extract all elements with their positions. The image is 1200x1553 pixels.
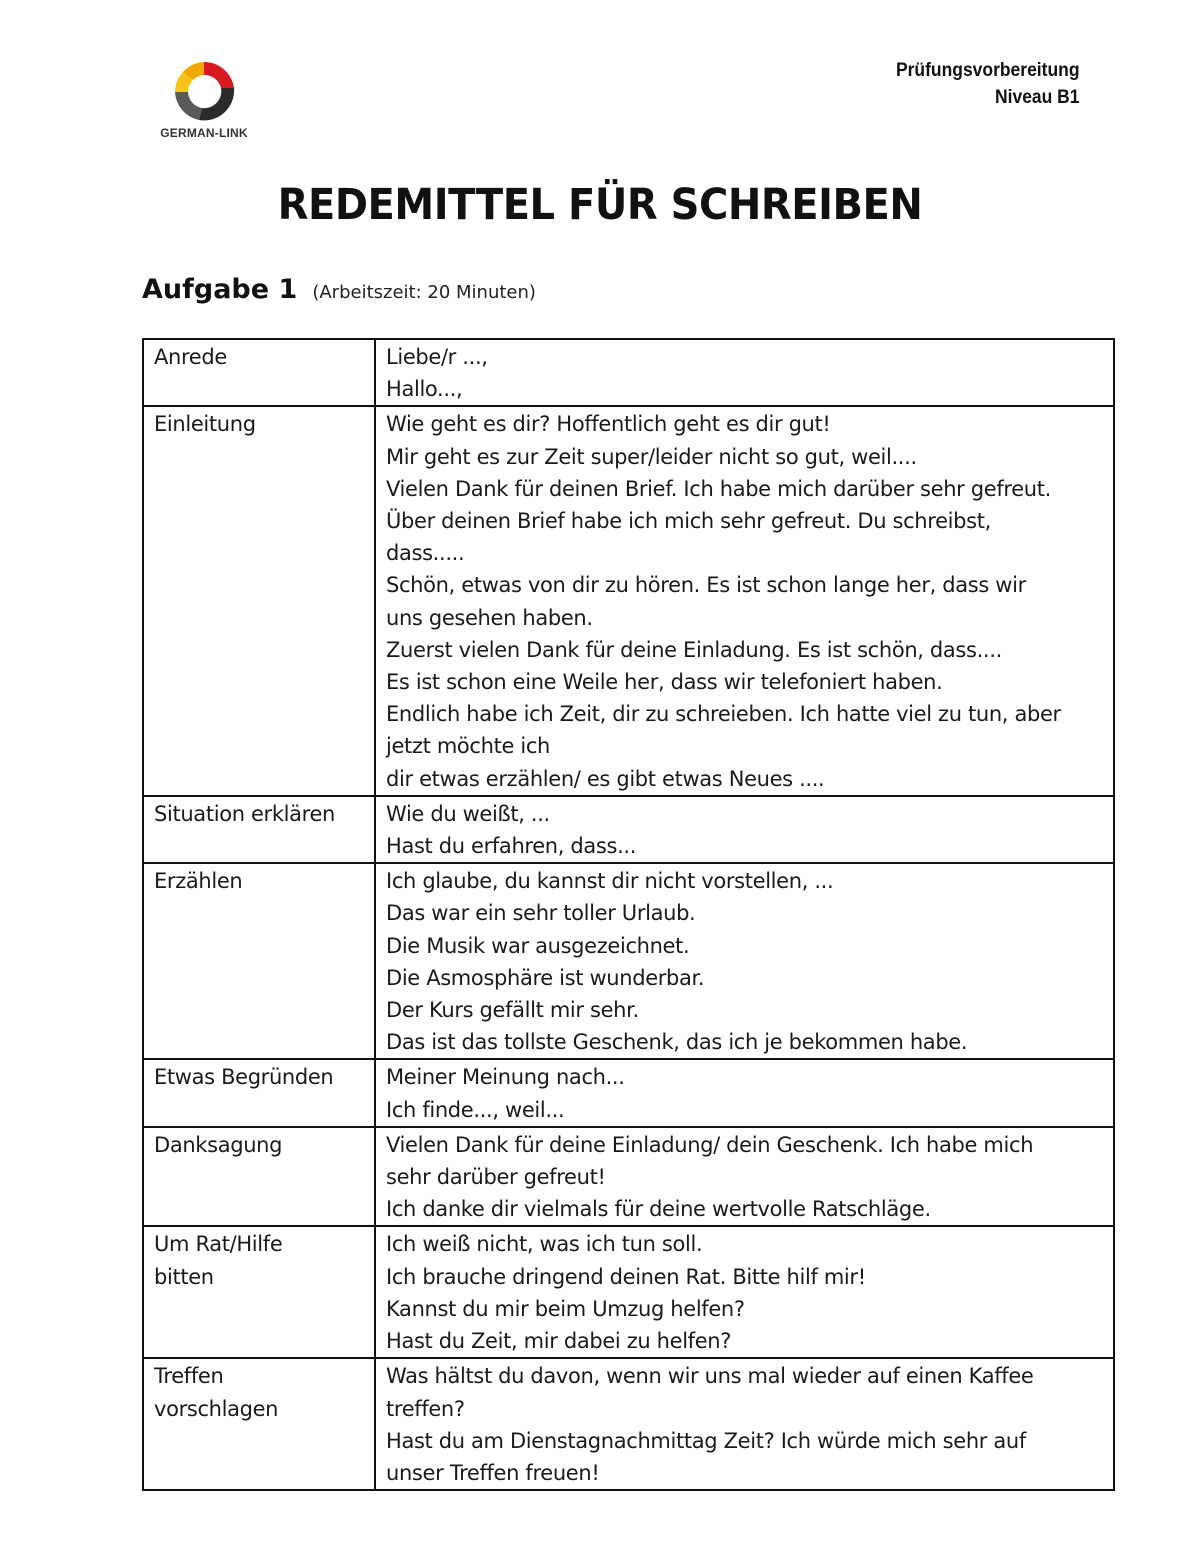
phrase-line: uns gesehen haben.: [386, 605, 593, 630]
table-row: [143, 796, 1114, 863]
phrase-line: Hallo...,: [386, 377, 463, 402]
phrase-line: dir etwas erzählen/ es gibt etwas Neues ....: [386, 766, 825, 791]
category-cell: [143, 863, 375, 1059]
phrase-line: Die Musik war ausgezeichnet.: [386, 933, 690, 958]
phrase-line: Der Kurs gefällt mir sehr.: [386, 998, 639, 1023]
phrase-line: Mir geht es zur Zeit super/leider nicht so gut, weil....: [386, 444, 917, 469]
header-info: [896, 57, 1080, 111]
phrase-line: Ich danke dir vielmals für deine wertvolle Ratschläge.: [386, 1197, 931, 1222]
category-cell: [143, 1226, 375, 1358]
phrase-line: Schön, etwas von dir zu hören. Es ist schon lange her, dass wir: [386, 573, 1026, 598]
task-label: Aufgabe 1: [142, 274, 298, 305]
phrase-line: Vielen Dank für deine Einladung/ dein Geschenk. Ich habe mich: [386, 1132, 1034, 1157]
category-cell: [143, 1358, 375, 1490]
phrase-line: Über deinen Brief habe ich mich sehr gefreut. Du schreibst,: [386, 509, 991, 534]
phrases-cell: [375, 1358, 1114, 1490]
phrase-line: Das war ein sehr toller Urlaub.: [386, 901, 696, 926]
category-label: Danksagung: [154, 1132, 283, 1157]
table-row: [143, 1358, 1114, 1490]
category-label: bitten: [154, 1264, 214, 1289]
phrase-line: Wie geht es dir? Hoffentlich geht es dir gut!: [386, 412, 831, 437]
table-row: [143, 1059, 1114, 1126]
table-row: [143, 863, 1114, 1059]
category-cell: [143, 1127, 375, 1227]
phrase-line: Hast du Zeit, mir dabei zu helfen?: [386, 1329, 732, 1354]
header-level: Niveau B1: [995, 87, 1080, 108]
phrase-line: Hast du am Dienstagnachmittag Zeit? Ich würde mich sehr auf: [386, 1428, 1026, 1453]
phrase-line: Das ist das tollste Geschenk, das ich je bekommen habe.: [386, 1030, 968, 1055]
phrase-line: Hast du erfahren, dass...: [386, 834, 637, 859]
phrases-cell: [375, 339, 1114, 406]
phrase-line: Die Asmosphäre ist wunderbar.: [386, 965, 705, 990]
german-link-logo-icon: [169, 58, 239, 124]
category-cell: [143, 406, 375, 795]
phrase-line: Liebe/r ...,: [386, 345, 488, 369]
category-label: Treffen: [154, 1364, 224, 1389]
phrases-table: [142, 338, 1115, 1491]
phrase-line: jetzt möchte ich: [386, 734, 550, 759]
phrase-line: unser Treffen freuen!: [386, 1460, 600, 1485]
table-row: [143, 406, 1114, 795]
phrase-line: Meiner Meinung nach...: [386, 1065, 625, 1090]
phrases-cell: [375, 1059, 1114, 1126]
table-row: [143, 339, 1114, 406]
category-label: Etwas Begründen: [154, 1065, 334, 1090]
logo-text: GERMAN-LINK: [160, 126, 248, 140]
phrase-line: Ich finde..., weil...: [386, 1097, 565, 1122]
phrase-line: Es ist schon eine Weile her, dass wir telefoniert haben.: [386, 670, 943, 695]
phrase-line: Ich glaube, du kannst dir nicht vorstellen, ...: [386, 869, 834, 894]
task-time: (Arbeitszeit: 20 Minuten): [312, 282, 536, 303]
phrase-line: Was hältst du davon, wenn wir uns mal wieder auf einen Kaffee: [386, 1364, 1034, 1389]
category-label: Erzählen: [154, 869, 243, 894]
phrase-line: treffen?: [386, 1396, 465, 1421]
category-label: Um Rat/Hilfe: [154, 1232, 283, 1257]
logo: [158, 58, 250, 148]
phrase-line: dass.....: [386, 541, 465, 566]
phrase-line: sehr darüber gefreut!: [386, 1165, 606, 1190]
phrases-cell: [375, 796, 1114, 863]
phrase-line: Vielen Dank für deinen Brief. Ich habe mich darüber sehr gefreut.: [386, 476, 1051, 501]
table-row: [143, 1127, 1114, 1227]
phrase-line: Endlich habe ich Zeit, dir zu schreieben. Ich hatte viel zu tun, aber: [386, 702, 1061, 727]
phrase-line: Kannst du mir beim Umzug helfen?: [386, 1296, 745, 1321]
phrase-line: Wie du weißt, ...: [386, 801, 550, 826]
category-label: Situation erklären: [154, 801, 335, 826]
phrase-line: Ich weiß nicht, was ich tun soll.: [386, 1232, 703, 1257]
phrases-cell: [375, 1226, 1114, 1358]
table-row: [143, 1226, 1114, 1358]
category-label: Anrede: [154, 345, 227, 369]
category-label: Einleitung: [154, 412, 256, 437]
phrase-line: Zuerst vielen Dank für deine Einladung. Es ist schön, dass....: [386, 637, 1002, 662]
header-exam-prep: Prüfungsvorbereitung: [896, 60, 1080, 81]
category-label: vorschlagen: [154, 1396, 279, 1421]
task-heading: [142, 274, 536, 305]
category-cell: [143, 339, 375, 406]
phrases-table-body: [143, 339, 1114, 1490]
category-cell: [143, 796, 375, 863]
phrases-cell: [375, 863, 1114, 1059]
phrase-line: Ich brauche dringend deinen Rat. Bitte hilf mir!: [386, 1264, 866, 1289]
page-title: REDEMITTEL FÜR SCHREIBEN: [277, 180, 923, 230]
phrases-cell: [375, 406, 1114, 795]
category-cell: [143, 1059, 375, 1126]
phrases-cell: [375, 1127, 1114, 1227]
